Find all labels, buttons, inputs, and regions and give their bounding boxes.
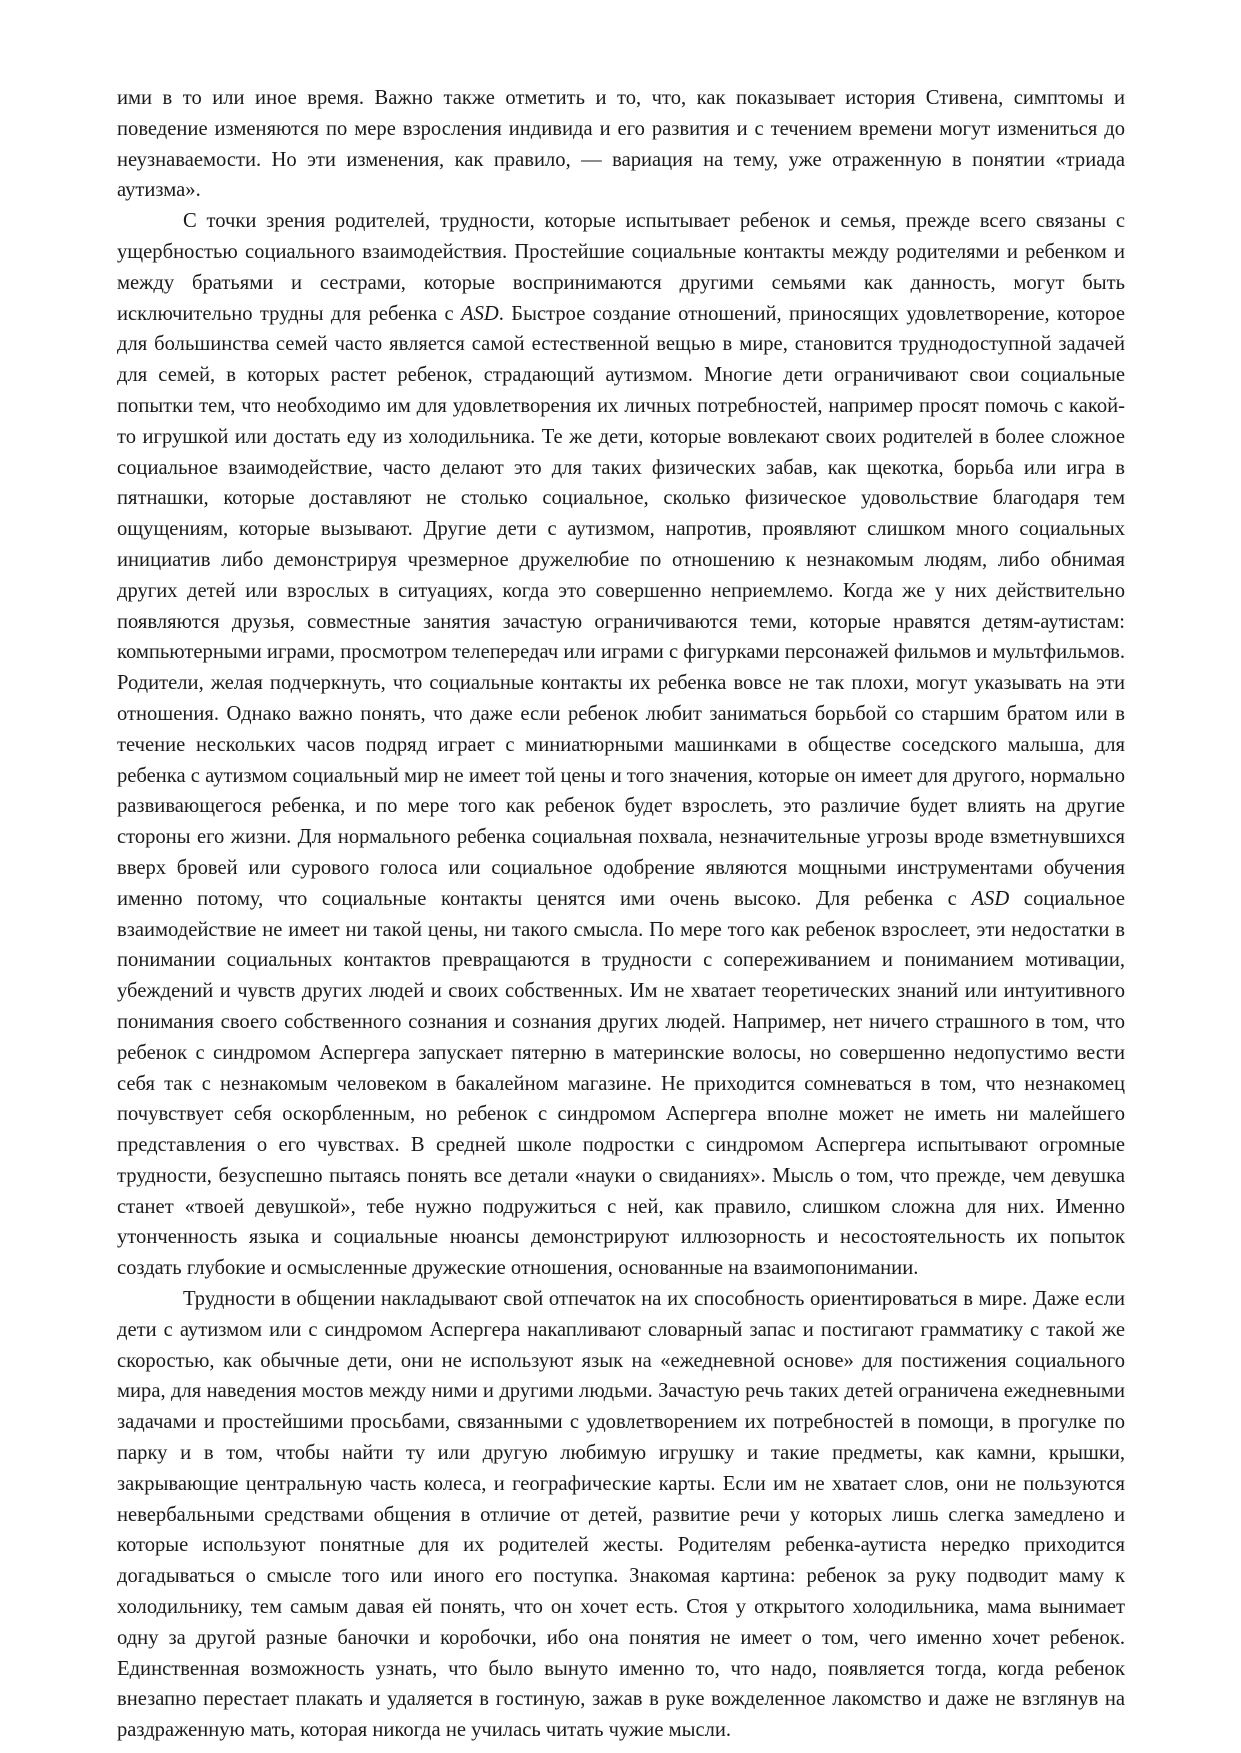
abbreviation-asd: ASD bbox=[971, 887, 1010, 910]
paragraph-social-interaction bbox=[117, 206, 1125, 1284]
paragraph-text: С точки зрения родителей, трудности, которые испытывает ребенок и семья, прежде всего связаны с ущербностью социального взаимодействия. Простейшие социальные контакты между родителями и ребенком и между братьями и сестрами, которые воспринимаются другими семьями как данность, могут быть исключительно трудны для ребенка с bbox=[117, 210, 1125, 325]
abbreviation-asd: ASD bbox=[461, 302, 499, 325]
paragraph-text: Трудности в общении накладывают свой отпечаток на их способность ориентироваться в мире. Даже если дети с аутизмом или с синдромом Аспергера накапливают словарный запас и постигают грамматику с такой же скоростью, как обычные дети, они не используют язык на «ежедневной основе» для постижения социального мира, для наведения мостов между ними и другими людьми. Зачастую речь таких детей ограничена ежедневными задачами и простейшими просьбами, связанными с удовлетворением их потребностей в помощи, в прогулке по парку и в том, чтобы найти ту или другую любимую игрушку и такие предметы, как камни, крышки, закрывающие центральную часть колеса, и географические карты. Если им не хватает слов, они не пользуются невербальными средствами общения в отличие от детей, развитие речи у которых лишь слегка замедлено и которые используют понятные для их родителей жесты. Родителям ребенка-аутиста нередко приходится догадываться о смысле того или иного его поступка. Знакомая картина: ребенок за руку подводит маму к холодильнику, тем самым давая ей понять, что он хочет есть. Стоя у открытого холодильника, мама вынимает одну за другой разные баночки и коробочки, ибо она понятия не имеет о том, чего именно хочет ребенок. Единственная возможность узнать, что было вынуто именно то, что надо, появляется тогда, когда ребенок внезапно перестает плакать и удаляется в гостиную, зажав в руке вожделенное лакомство и даже не взглянув на раздраженную мать, которая никогда не училась читать чужие мысли. bbox=[117, 1288, 1125, 1742]
paragraph-continuation bbox=[117, 83, 1125, 206]
paragraph-text: ими в то или иное время. Важно также отметить и то, что, как показывает история Стивена, симптомы и поведение изменяются по мере взросления индивида и его развития и с течением времени могут измениться до неузнаваемости. Но эти изменения, как правило, — вариация на тему, уже отраженную в понятии «триада аутизма». bbox=[117, 87, 1125, 202]
body-text bbox=[117, 83, 1125, 1746]
paragraph-text: . Быстрое создание отношений, приносящих удовлетворение, которое для большинства семей часто является самой естественной вещью в мире, становится труднодоступной задачей для семей, в которых растет ребенок, страдающий аутизмом. Многие дети ограничивают свои социальные попытки тем, что необходимо им для удовлетворения их личных потребностей, например просят помочь с какой-то игрушкой или достать еду из холодильника. Те же дети, которые вовлекают своих родителей в более сложное социальное взаимодействие, часто делают это для таких физических забав, как щекотка, борьба или игра в пятнашки, которые доставляют не столько социальное, сколько физическое удовольствие благодаря тем ощущениям, которые вызывают. Другие дети с аутизмом, напротив, проявляют слишком много социальных инициатив либо демонстрируя чрезмерное дружелюбие по отношению к незнакомым людям, либо обнимая других детей или взрослых в ситуациях, когда это совершенно неприемлемо. Когда же у них действительно появляются друзья, совместные занятия зачастую ограничиваются теми, которые нравятся детям-аутистам: компьютерными играми, просмотром телепередач или играми с фигурками персонажей фильмов и мультфильмов. Родители, желая подчеркнуть, что социальные контакты их ребенка вовсе не так плохи, могут указывать на эти отношения. Однако важно понять, что даже если ребенок любит заниматься борьбой со старшим братом или в течение нескольких часов подряд играет с миниатюрными машинками в обществе соседского малыша, для ребенка с аутизмом социальный мир не имеет той цены и того значения, которые он имеет для другого, нормально развивающегося ребенка, и по мере того как ребенок будет взрослеть, это различие будет влиять на другие стороны его жизни. Для нормального ребенка социальная похвала, незначительные угрозы вроде взметнувшихся вверх бровей или сурового голоса или социальное одобрение являются мощными инструментами обучения именно потому, что социальные контакты ценятся ими очень высоко. Для ребенка с bbox=[117, 302, 1125, 910]
paragraph-text: социальное взаимодействие не имеет ни такой цены, ни такого смысла. По мере того как ребенок взрослеет, эти недостатки в понимании социальных контактов превращаются в трудности с сопереживанием и пониманием мотивации, убеждений и чувств других людей и своих собственных. Им не хватает теоретических знаний или интуитивного понимания своего собственного сознания и сознания других людей. Например, нет ничего страшного в том, что ребенок с синдромом Аспергера запускает пятерню в материнские волосы, но совершенно недопустимо вести себя так с незнакомым человеком в бакалейном магазине. Не приходится сомневаться в том, что незнакомец почувствует себя оскорбленным, но ребенок с синдромом Аспергера вполне может не иметь ни малейшего представления о его чувствах. В средней школе подростки с синдромом Аспергера испытывают огромные трудности, безуспешно пытаясь понять все детали «науки о свиданиях». Мысль о том, что прежде, чем девушка станет «твоей девушкой», тебе нужно подружиться с ней, как правило, слишком сложна для них. Именно утонченность языка и социальные нюансы демонстрируют иллюзорность и несостоятельность их попыток создать глубокие и осмысленные дружеские отношения, основанные на взаимопонимании. bbox=[117, 887, 1125, 1280]
paragraph-communication bbox=[117, 1284, 1125, 1746]
